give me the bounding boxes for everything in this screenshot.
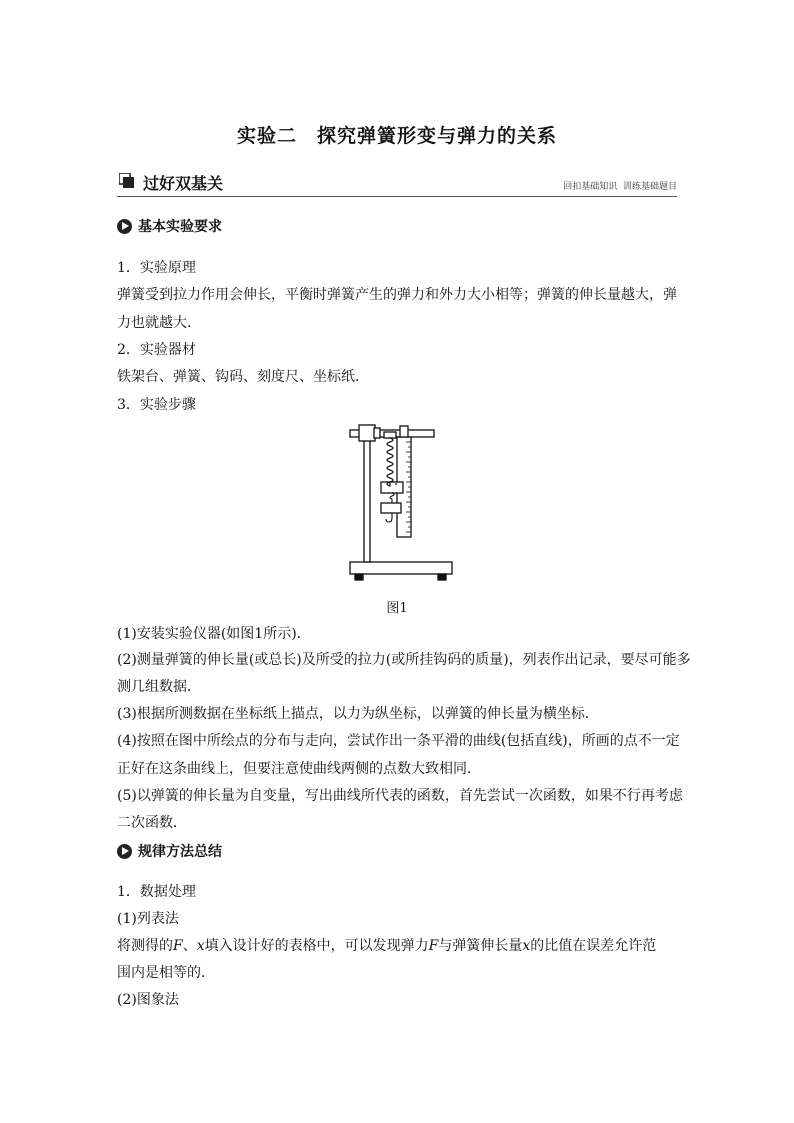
step-4-line1: (4)按照在图中所绘点的分布与走向，尝试作出一条平滑的曲线(包括直线)，所画的点不一定 bbox=[117, 733, 680, 749]
section-subtitle: 回扣基础知识 训练基础题目 bbox=[563, 182, 677, 192]
data-processing-heading: 1．数据处理 bbox=[117, 884, 196, 900]
step-3: (3)根据所测数据在坐标纸上描点，以力为纵坐标，以弹簧的伸长量为横坐标． bbox=[117, 706, 599, 722]
subheading-label: 基本实验要求 bbox=[138, 219, 222, 235]
stacked-squares-icon bbox=[119, 173, 134, 188]
variable-F: F bbox=[428, 938, 439, 954]
subheading-label: 规律方法总结 bbox=[138, 844, 222, 860]
equipment-text: 铁架台、弹簧、钩码、刻度尺、坐标纸． bbox=[117, 369, 369, 385]
play-circle-icon bbox=[117, 844, 132, 859]
text-run: 将测得的 bbox=[117, 938, 173, 954]
principle-text-line1: 弹簧受到拉力作用会伸长，平衡时弹簧产生的弹力和外力大小相等；弹簧的伸长量越大，弹 bbox=[117, 287, 677, 303]
step-5-line1: (5)以弹簧的伸长量为自变量，写出曲线所代表的函数，首先尝试一次函数，如果不行再考虑 bbox=[117, 788, 683, 804]
section-title: 过好双基关 bbox=[143, 174, 224, 193]
method-table-heading: (1)列表法 bbox=[117, 911, 179, 927]
subheading-requirements bbox=[117, 216, 222, 236]
principle-text-line2: 力也就越大． bbox=[117, 315, 201, 331]
subheading-methods bbox=[117, 841, 222, 861]
variable-x: x bbox=[522, 938, 531, 954]
text-run: 的比值在误差允许范 bbox=[530, 938, 657, 954]
principle-heading: 1．实验原理 bbox=[117, 260, 196, 276]
text-run: 、 bbox=[182, 938, 197, 954]
equipment-heading: 2．实验器材 bbox=[117, 342, 196, 358]
variable-F: F bbox=[173, 938, 183, 954]
text-run: 填入设计好的表格中，可以发现弹力 bbox=[204, 938, 429, 954]
step-2-line2: 测几组数据． bbox=[117, 679, 201, 695]
iron-stand-spring-scale-icon bbox=[340, 420, 460, 585]
step-4-line2: 正好在这条曲线上，但要注意使曲线两侧的点数大致相同． bbox=[117, 761, 481, 777]
step-5-line2: 二次函数． bbox=[117, 815, 187, 831]
section-header bbox=[117, 170, 677, 197]
variable-x: x bbox=[196, 938, 205, 954]
page-title: 实验二 探究弹簧形变与弹力的关系 bbox=[236, 125, 557, 147]
steps-heading: 3．实验步骤 bbox=[117, 397, 196, 413]
step-1: (1)安装实验仪器(如图1所示)． bbox=[117, 626, 311, 642]
method-table-text-line1 bbox=[117, 936, 677, 956]
figure-caption: 图1 bbox=[386, 601, 408, 616]
step-2-line1: (2)测量弹簧的伸长量(或总长)及所受的拉力(或所挂钩码的质量)，列表作出记录，要尽可能多 bbox=[117, 652, 691, 668]
text-run: 与弹簧伸长量 bbox=[438, 938, 523, 954]
method-table-text-line2: 围内是相等的． bbox=[117, 965, 215, 981]
play-circle-icon bbox=[117, 219, 132, 234]
method-graph-heading: (2)图象法 bbox=[117, 992, 179, 1008]
